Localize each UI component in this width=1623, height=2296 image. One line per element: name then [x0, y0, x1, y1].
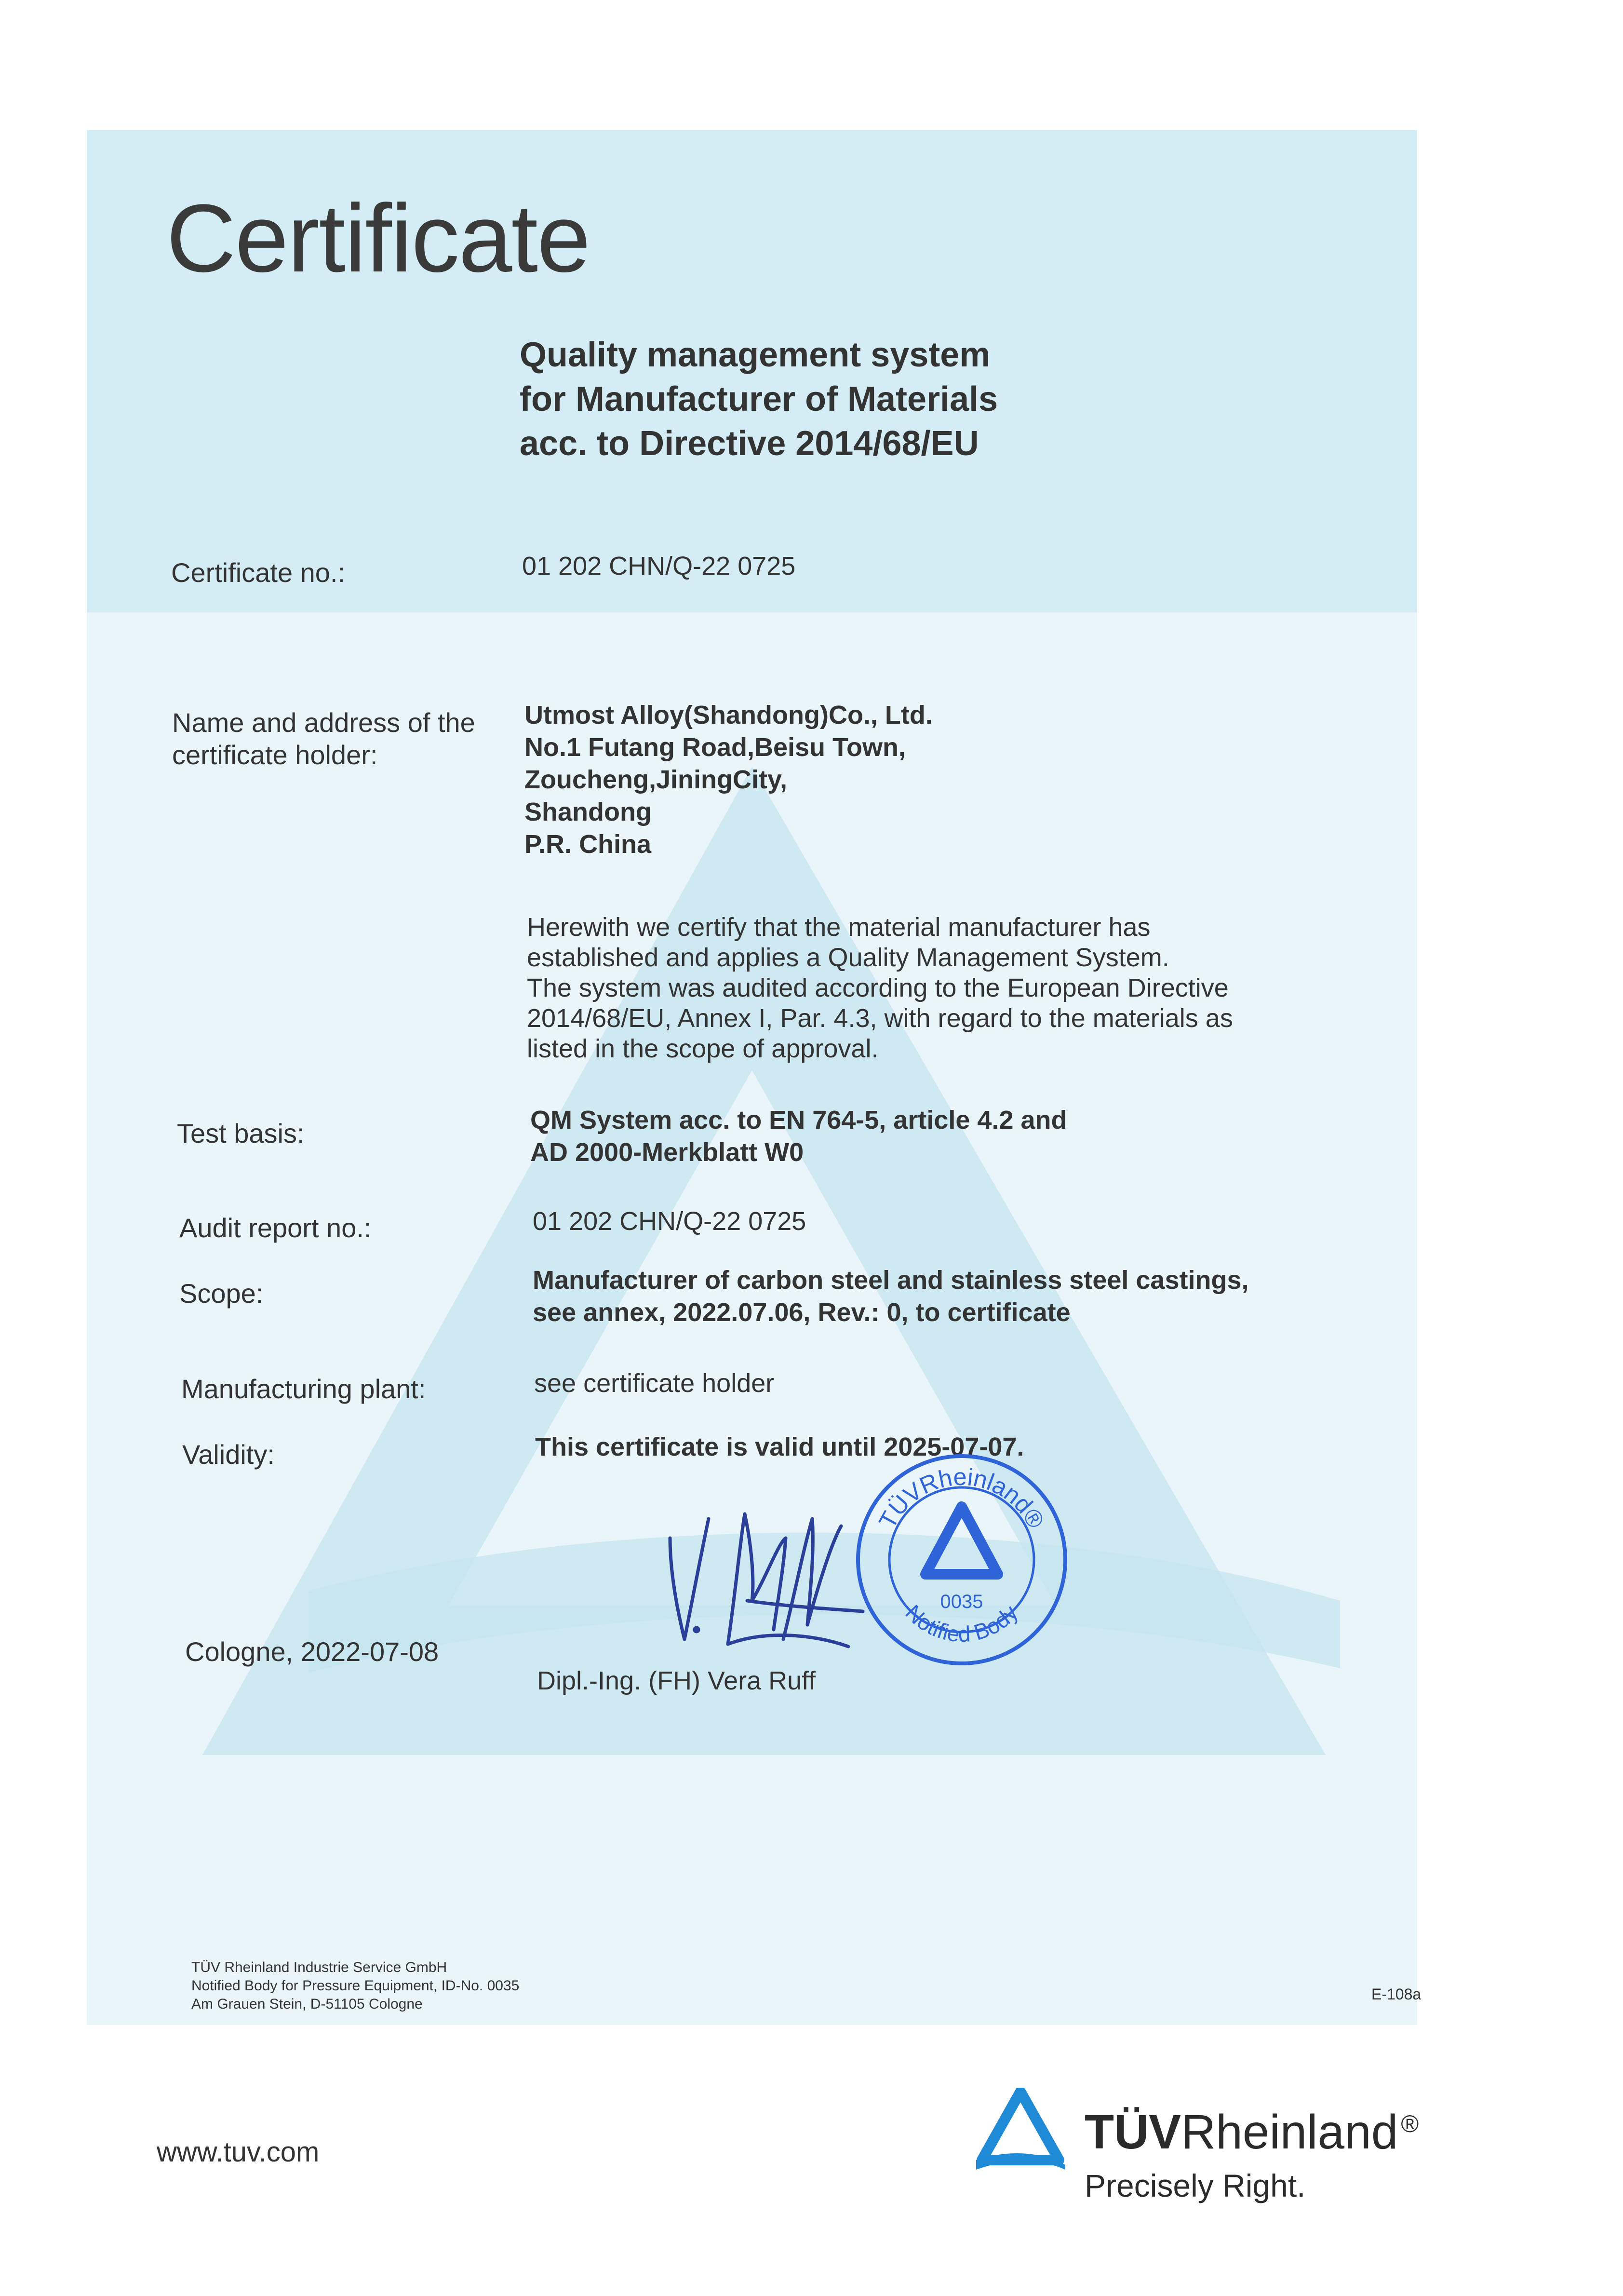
- subtitle-line: Quality management system: [520, 336, 991, 374]
- statement-line: Herewith we certify that the material manufacturer has: [527, 913, 1151, 942]
- scope-line: see annex, 2022.07.06, Rev.: 0, to certificate: [533, 1298, 1071, 1327]
- brand-tagline: Precisely Right.: [1085, 2168, 1306, 2203]
- holder-line: Shandong: [524, 797, 652, 826]
- signatory-name: Dipl.-Ing. (FH) Vera Ruff: [537, 1666, 816, 1695]
- certification-statement: [527, 912, 1233, 1064]
- brand-name-bold: TÜV: [1085, 2105, 1181, 2159]
- holder-line: Utmost Alloy(Shandong)Co., Ltd.: [524, 701, 933, 729]
- statement-line: The system was audited according to the European Directive: [527, 973, 1229, 1002]
- audit-report-value: 01 202 CHN/Q-22 0725: [533, 1207, 806, 1236]
- scope-line: Manufacturer of carbon steel and stainless steel castings,: [533, 1266, 1249, 1295]
- stamp-number: 0035: [940, 1591, 983, 1612]
- svg-text:TÜVRheinland®: [873, 1463, 1049, 1533]
- statement-line: 2014/68/EU, Annex I, Par. 4.3, with regard to the materials as: [527, 1004, 1233, 1033]
- tuv-triangle-icon: [976, 2088, 1065, 2170]
- statement-line: listed in the scope of approval.: [527, 1034, 879, 1063]
- holder-line: No.1 Futang Road,Beisu Town,: [524, 733, 906, 762]
- scope-value: [533, 1264, 1248, 1329]
- subtitle-line: acc. to Directive 2014/68/EU: [520, 424, 979, 463]
- issuer-info: [191, 1958, 519, 2013]
- page-title: Certificate: [166, 185, 590, 292]
- brand-logo-text: [1085, 2105, 1419, 2160]
- validity-label: Validity:: [182, 1439, 275, 1470]
- notified-body-stamp: [853, 1451, 1070, 1668]
- statement-line: established and applies a Quality Management System.: [527, 943, 1169, 972]
- certificate-subtitle: [520, 333, 998, 466]
- subtitle-line: for Manufacturer of Materials: [520, 380, 998, 419]
- holder-label-line: Name and address of the: [172, 707, 475, 738]
- issuer-line: TÜV Rheinland Industrie Service GmbH: [191, 1959, 447, 1975]
- place-date: Cologne, 2022-07-08: [185, 1636, 439, 1667]
- test-basis-line: AD 2000-Merkblatt W0: [530, 1138, 804, 1167]
- test-basis-value: [530, 1104, 1067, 1169]
- issuer-line: Notified Body for Pressure Equipment, ID-No. 0035: [191, 1978, 520, 1994]
- plant-value: see certificate holder: [534, 1369, 775, 1398]
- form-code: E-108a: [1371, 1985, 1422, 2003]
- test-basis-line: QM System acc. to EN 764-5, article 4.2 and: [530, 1106, 1067, 1134]
- cert-no-label: Certificate no.:: [171, 557, 346, 588]
- test-basis-label: Test basis:: [177, 1118, 305, 1148]
- plant-label: Manufacturing plant:: [181, 1374, 426, 1404]
- registered-mark: ®: [1401, 2110, 1419, 2137]
- holder-line: P.R. China: [524, 830, 652, 859]
- audit-report-label: Audit report no.:: [179, 1213, 372, 1243]
- validity-value: This certificate is valid until 2025-07-07.: [535, 1432, 1024, 1461]
- holder-line: Zoucheng,JiningCity,: [524, 765, 787, 794]
- website-link[interactable]: www.tuv.com: [157, 2136, 320, 2168]
- scope-label: Scope:: [179, 1278, 264, 1309]
- issuer-line: Am Grauen Stein, D-51105 Cologne: [191, 1996, 423, 2012]
- brand-name-light: Rheinland: [1181, 2105, 1398, 2159]
- holder-label: [172, 706, 475, 771]
- stamp-triangle-icon: [926, 1507, 998, 1574]
- signature: [656, 1485, 868, 1668]
- holder-label-line: certificate holder:: [172, 740, 378, 770]
- stamp-top-text: TÜVRheinland®: [873, 1463, 1050, 1533]
- stamp-bottom-text: Notified Body: [900, 1600, 1023, 1647]
- holder-address: [524, 699, 933, 861]
- cert-no-value: 01 202 CHN/Q-22 0725: [522, 552, 796, 581]
